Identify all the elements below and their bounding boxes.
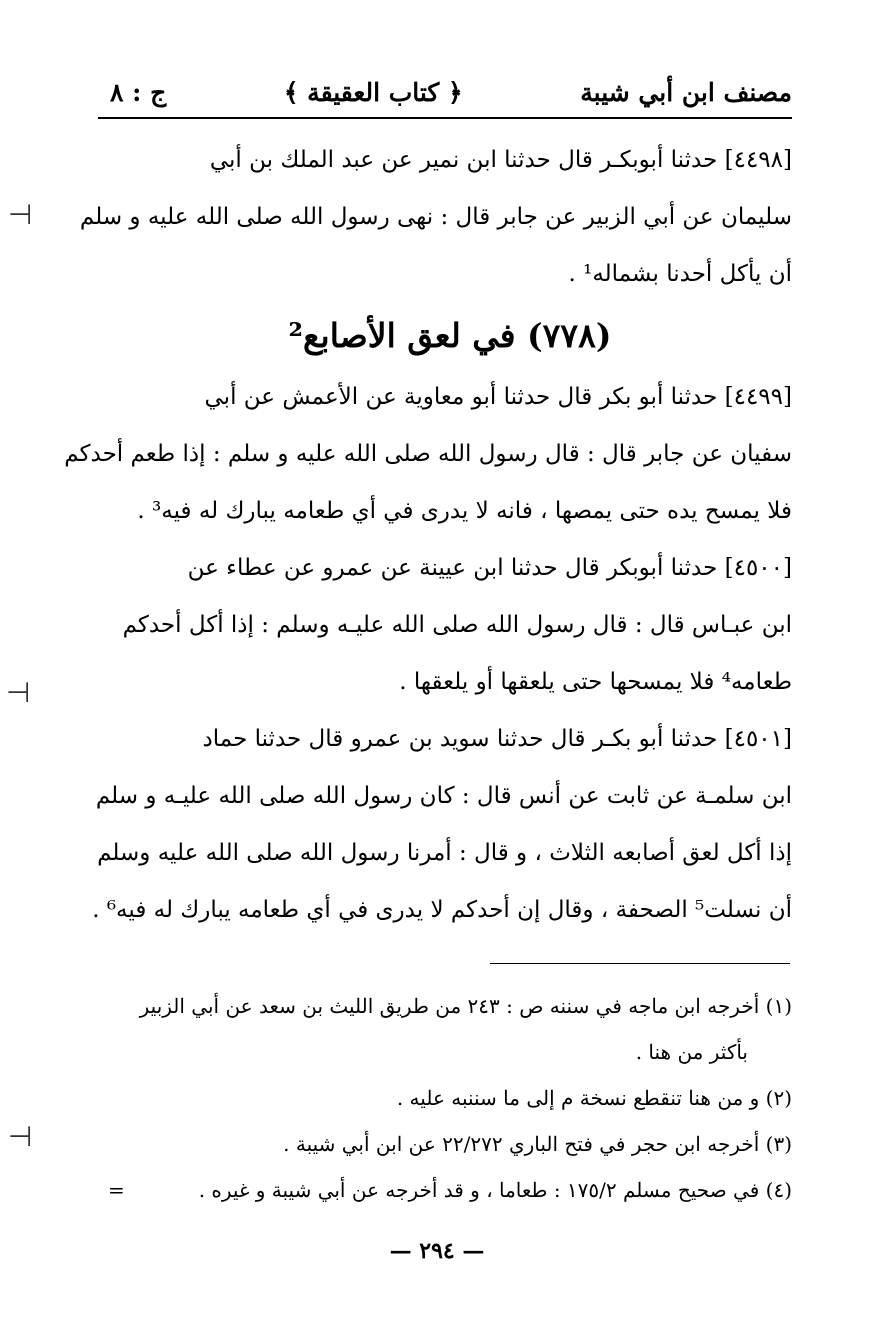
book-title: مصنف ابن أبي شيبة	[580, 77, 792, 107]
footnote-divider	[490, 963, 790, 964]
text-line: [٤٥٠١] حدثنا أبو بكـر قال حدثنا سويد بن عمرو قال حدثنا حماد	[202, 726, 792, 752]
footnotes	[108, 983, 792, 1213]
section-title: ﴿ كتاب العقيقة ﴾	[283, 77, 463, 107]
footnote-continuation: بأكثر من هنا .	[635, 1040, 748, 1064]
main-text	[64, 132, 792, 939]
text-line: [٤٤٩٨] حدثنا أبوبكـر قال حدثنا ابن نمير عن عبد الملك بن أبي	[209, 147, 792, 173]
footnote	[108, 1167, 792, 1213]
text-line: سفيان عن جابر قال : قال رسول الله صلى الله عليه و سلم : إذا طعم أحدكم	[64, 441, 792, 467]
footnote: (١) أخرجه ابن ماجه في سننه ص : ٢٤٣ من طريق الليث بن سعد عن أبي الزبير	[139, 994, 792, 1018]
footnote: (٢) و من هنا تنقطع نسخة م إلى ما سننبه عليه .	[396, 1086, 792, 1110]
text-line: أن نسلت⁵ الصحفة ، وقال إن أحدكم لا يدرى في أي طعامه يبارك له فيه⁶ .	[92, 897, 792, 923]
text-line: طعامه⁴ فلا يمسحها حتى يلعقها أو يلعقها .	[399, 669, 792, 695]
text-line: فلا يمسح يده حتى يمصها ، فانه لا يدرى في أي طعامه يبارك له فيه³ .	[137, 498, 792, 524]
margin-mark: ⊣	[8, 1120, 33, 1153]
text-line: [٤٥٠٠] حدثنا أبوبكر قال حدثنا ابن عيينة عن عمرو عن عطاء عن	[187, 555, 792, 581]
text-line: ابن سلمـة عن ثابت عن أنس قال : كان رسول الله صلى الله عليـه و سلم	[95, 783, 792, 809]
page-number: — ٢٩٤ —	[389, 1238, 485, 1264]
text-line: أن يأكل أحدنا بشماله¹ .	[568, 261, 792, 287]
volume-label: ج : ٨	[110, 77, 167, 107]
margin-mark: ⊣	[8, 198, 33, 231]
footnote-text: (٤) في صحيح مسلم ١٧٥/٢ : طعاما ، و قد أخرجه عن أبي شيبة و غيره .	[198, 1178, 792, 1202]
margin-mark: ⊣	[6, 676, 31, 709]
continuation-mark: =	[108, 1178, 125, 1202]
text-line: [٤٤٩٩] حدثنا أبو بكر قال حدثنا أبو معاوية عن الأعمش عن أبي	[204, 384, 792, 410]
chapter-heading: (٧٧٨) في لعق الأصابع²	[288, 316, 612, 355]
text-line: ابن عبـاس قال : قال رسول الله صلى الله عليـه وسلم : إذا أكل أحدكم	[122, 612, 792, 638]
running-header	[110, 70, 792, 114]
header-divider	[98, 117, 792, 119]
footnote: (٣) أخرجه ابن حجر في فتح الباري ٢٢/٢٧٢ عن ابن أبي شيبة .	[283, 1132, 792, 1156]
text-line: سليمان عن أبي الزبير عن جابر قال : نهى رسول الله صلى الله عليه و سلم	[79, 204, 792, 230]
text-line: إذا أكل لعق أصابعه الثلاث ، و قال : أمرنا رسول الله صلى الله عليه وسلم	[97, 840, 792, 866]
